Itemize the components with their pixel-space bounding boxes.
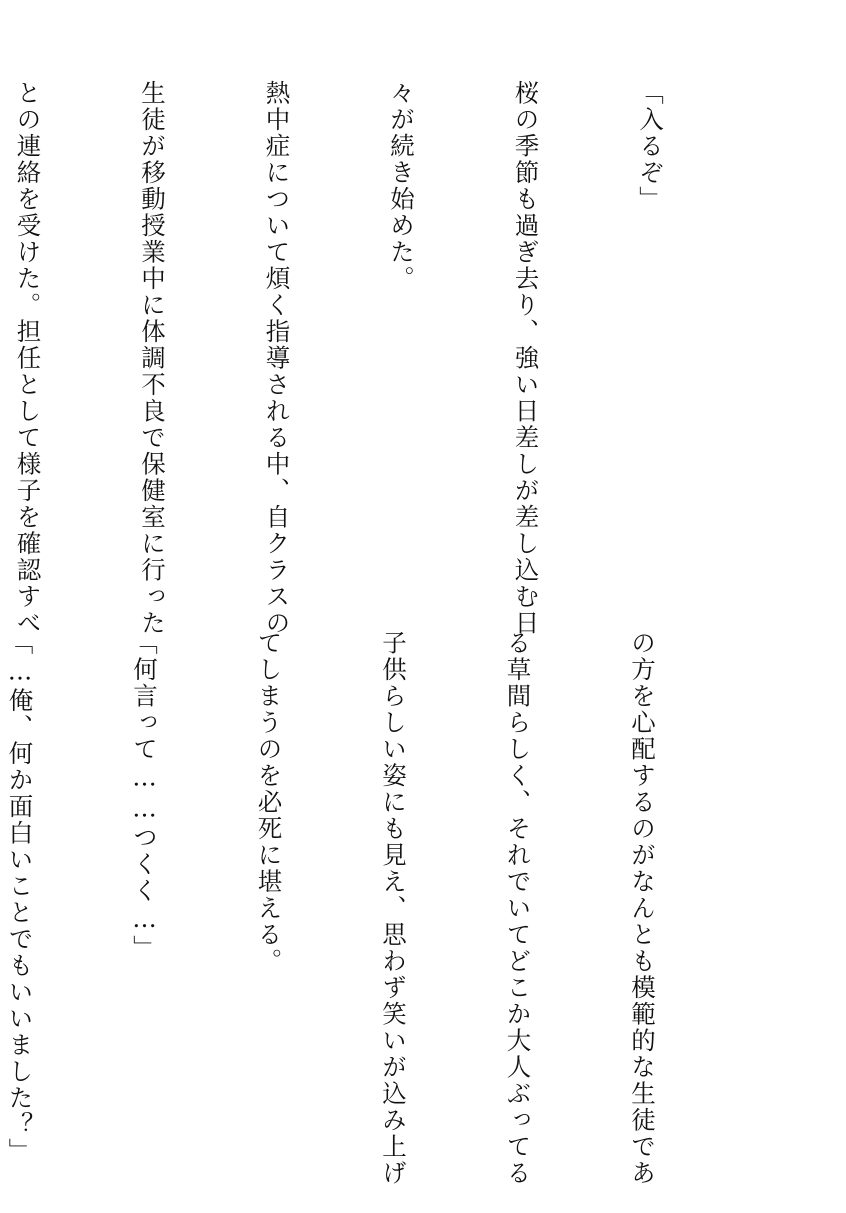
text-line: る草間らしく、それでいてどこか大人ぶってる	[503, 630, 533, 1187]
text-line: 々が続き始めた。	[387, 80, 416, 292]
text-line: 子供らしい姿にも見え、思わず笑いが込み上げ	[379, 630, 408, 1187]
text-line: の方を心配するのがなんとも模範的な生徒であ	[628, 630, 657, 1187]
text-line: 生徒が移動授業中に体調不良で保健室に行った	[138, 80, 167, 637]
text-line: 「何言って……つくく…」	[130, 630, 159, 962]
text-line: 熱中症について煩く指導される中、自クラスの	[262, 80, 292, 637]
text-line: 「入るぞ」	[636, 80, 665, 213]
text-line: 「…俺、何か面白いことでもいいました？」	[5, 630, 35, 1165]
text-block-top	[0, 80, 754, 637]
text-line: てしまうのを必死に堪える。	[254, 630, 284, 975]
text-block-bottom	[0, 630, 746, 1187]
text-line: との連絡を受けた。担任として様子を確認すべ	[13, 80, 43, 637]
text-line: 桜の季節も過ぎ去り、強い日差しが差し込む日	[511, 80, 541, 637]
